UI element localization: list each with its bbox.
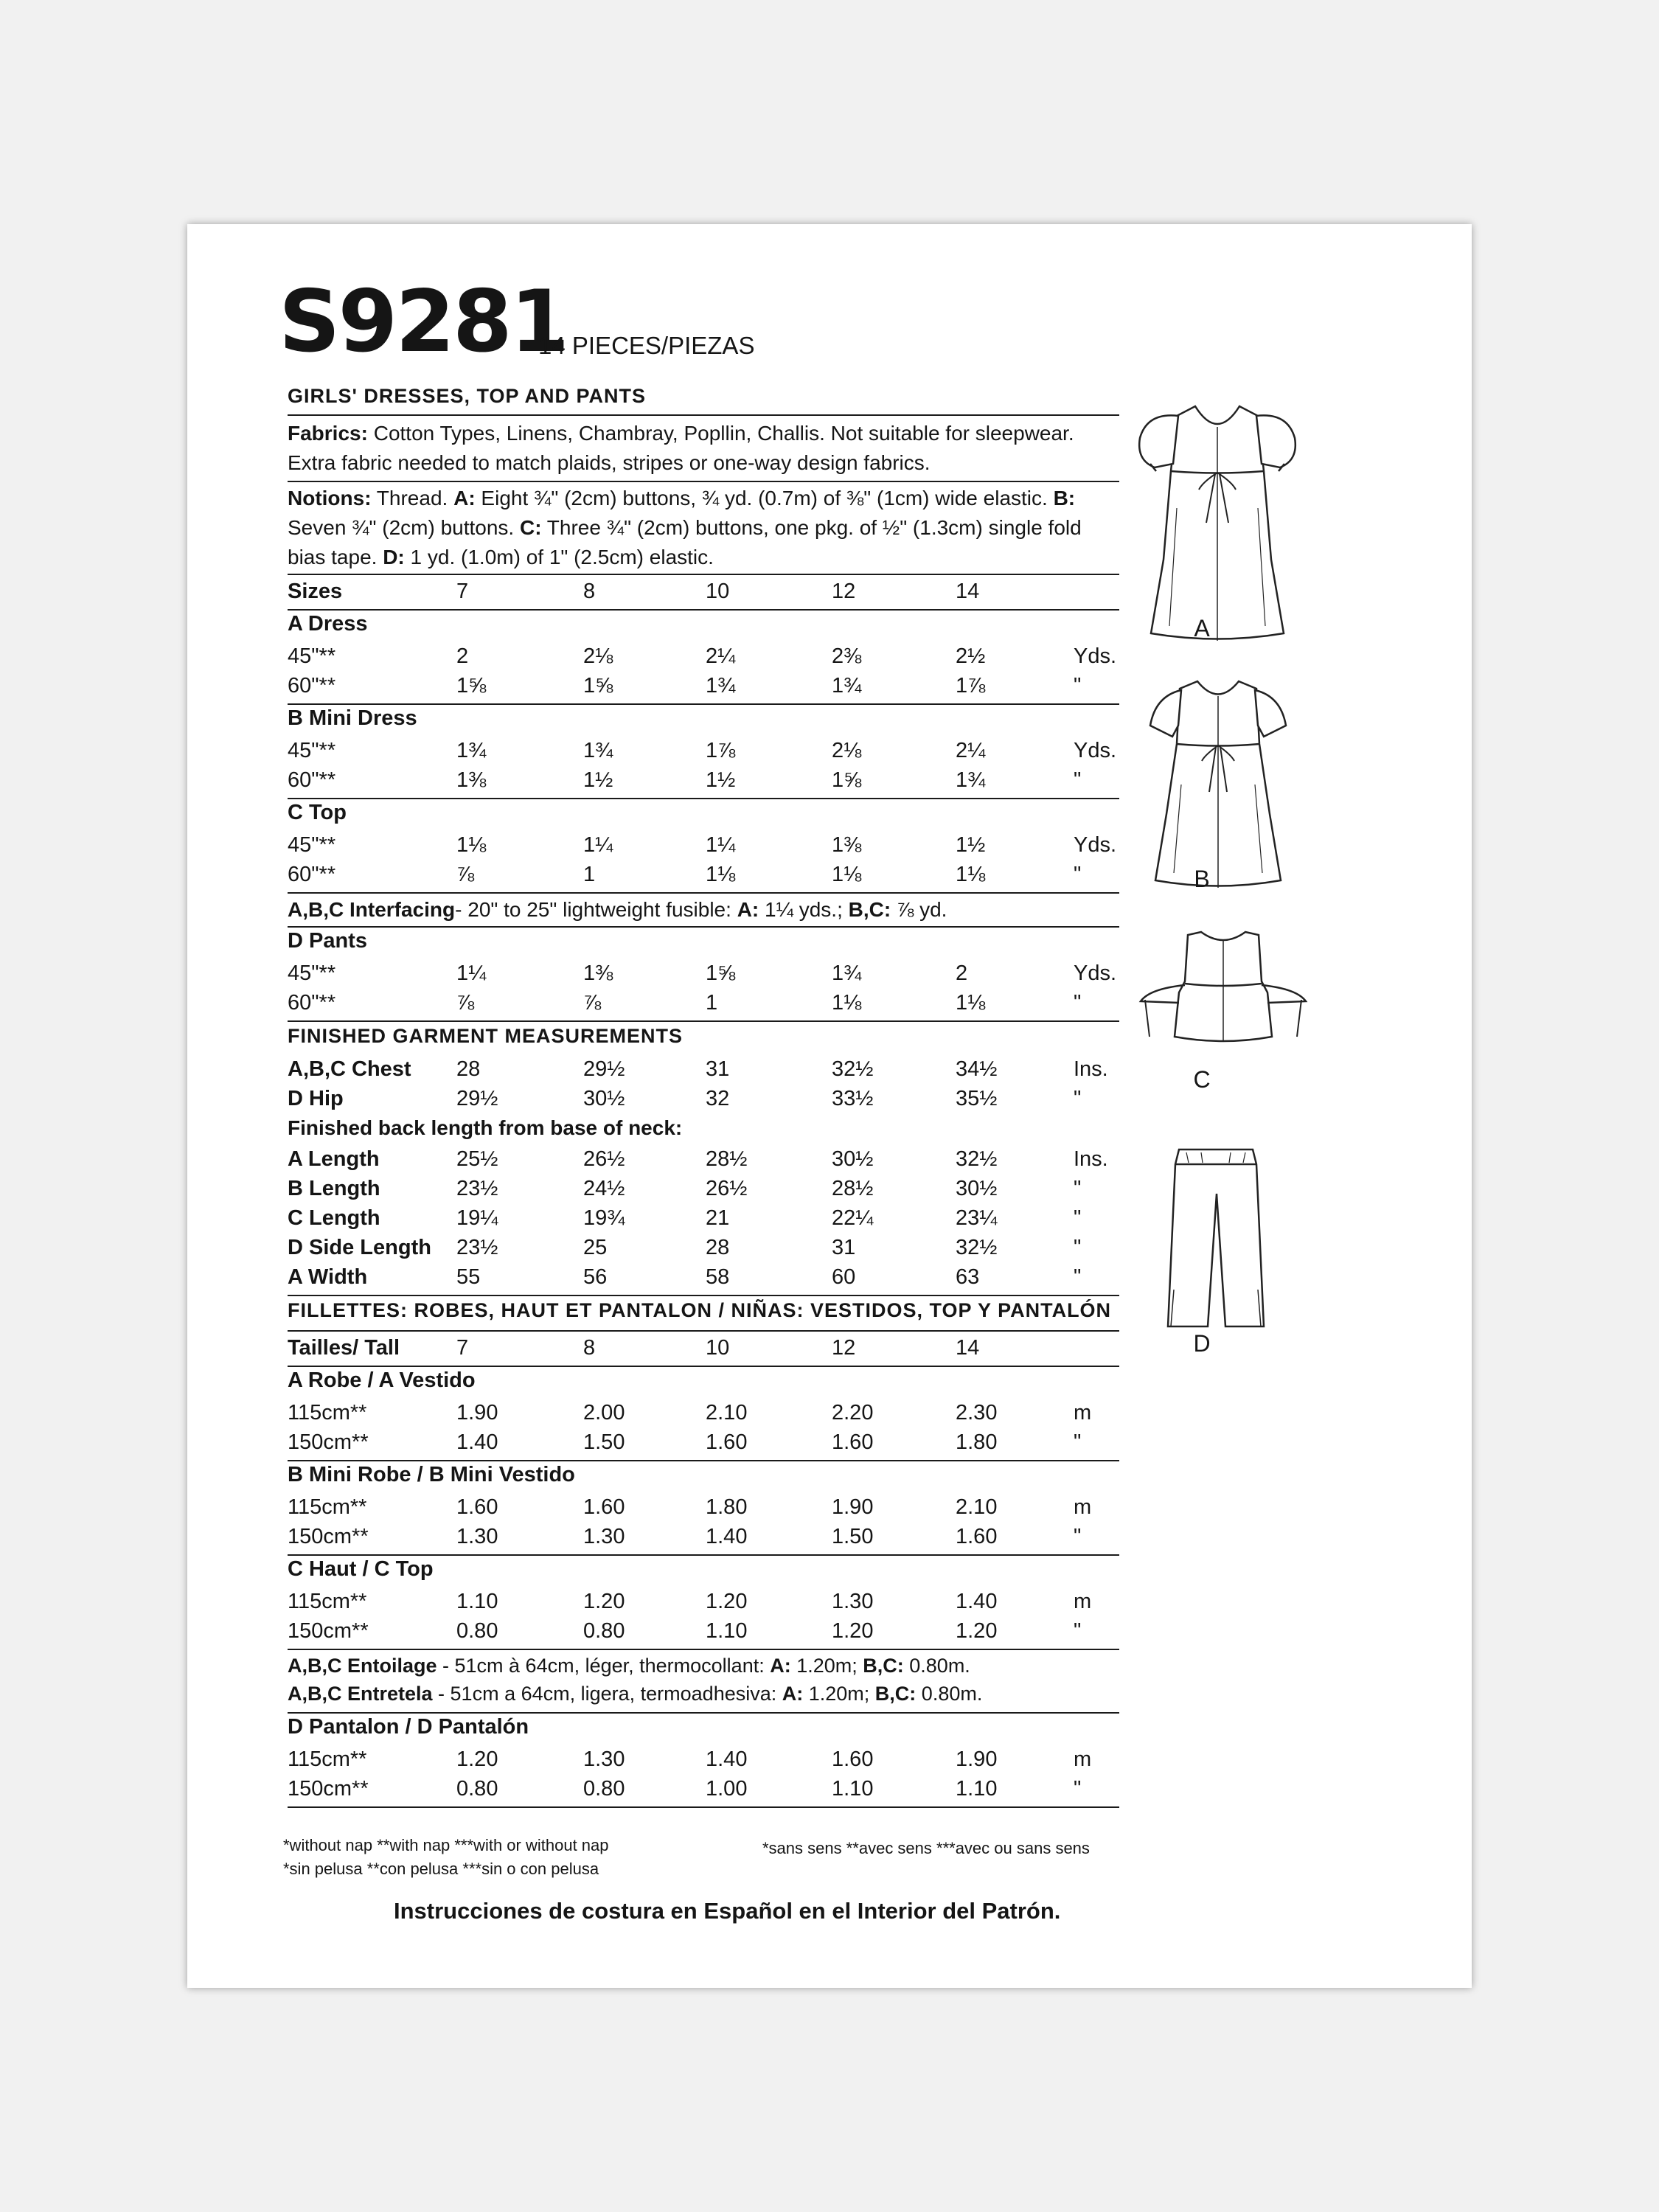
table-row: 115cm** 1.90 2.00 2.10 2.20 2.30 m <box>288 1401 1092 1425</box>
divider <box>288 1554 1119 1556</box>
section-title: C Haut / C Top <box>288 1557 434 1581</box>
entoilage-text: A,B,C Entoilage - 51cm à 64cm, léger, thermocollant: A: 1.20m; B,C: 0.80m. <box>288 1655 970 1677</box>
sizes-row: Tailles/ Tall 7 8 10 12 14 <box>288 1336 980 1360</box>
table-row: D Hip 29½ 30½ 32 33½ 35½ " <box>288 1087 1082 1110</box>
table-row: 60"** ⅞ 1 1⅛ 1⅛ 1⅛ " <box>288 863 1082 886</box>
divider <box>288 1295 1119 1296</box>
notions-text: Notions: Thread. A: Eight ¾" (2cm) buttons, ¾ yd. (0.7m) of ⅜" (1cm) wide elastic. B: Seven ¾" (2cm) buttons. C: Three ¾" (2cm) buttons, one pkg. of ½" (1.3cm) single fold bias tape. D: 1 yd. (1.0m) of 1" (2.5cm) elastic. <box>288 487 1082 568</box>
table-row: D Side Length 23½ 25 28 31 32½ " <box>288 1236 1082 1259</box>
table-row: A Length 25½ 26½ 28½ 30½ 32½ Ins. <box>288 1147 1108 1171</box>
divider <box>288 1020 1119 1022</box>
section-title: A Dress <box>288 612 368 636</box>
table-row: 45"** 2 2⅛ 2¼ 2⅜ 2½ Yds. <box>288 644 1117 668</box>
divider <box>288 798 1119 799</box>
divider <box>288 1712 1119 1714</box>
sizes-row: Sizes 7 8 10 12 14 <box>288 580 980 603</box>
pieces-count: 14 PIECES/PIEZAS <box>538 332 755 359</box>
table-row: B Length 23½ 24½ 26½ 28½ 30½ " <box>288 1177 1082 1200</box>
spanish-instructions-note: Instrucciones de costura en Español en el Interior del Patrón. <box>394 1898 1061 1924</box>
table-row: 60"** ⅞ ⅞ 1 1⅛ 1⅛ " <box>288 991 1082 1015</box>
view-b-illustration <box>1144 674 1292 895</box>
fabrics-text: Fabrics: Cotton Types, Linens, Chambray, Popllin, Challis. Not suitable for sleepwear. Extra fabric needed to match plaids, stripes or one-way design fabrics. <box>288 422 1074 474</box>
pattern-envelope-back <box>187 224 1472 1988</box>
table-row: 150cm** 1.30 1.30 1.40 1.50 1.60 " <box>288 1525 1082 1548</box>
view-label-b: B <box>1194 866 1210 892</box>
section-title: D Pantalon / D Pantalón <box>288 1715 529 1739</box>
section-title: B Mini Dress <box>288 706 417 730</box>
footnote-english: *without nap **with nap ***with or without nap <box>283 1836 609 1854</box>
divider <box>288 892 1119 894</box>
interfacing-text: A,B,C Interfacing- 20" to 25" lightweight fusible: A: 1¼ yds.; B,C: ⅞ yd. <box>288 898 947 921</box>
table-row: 115cm** 1.20 1.30 1.40 1.60 1.90 m <box>288 1747 1092 1771</box>
divider <box>288 703 1119 705</box>
view-a-illustration <box>1133 397 1302 648</box>
table-row: 150cm** 0.80 0.80 1.10 1.20 1.20 " <box>288 1619 1082 1643</box>
divider <box>288 926 1119 928</box>
table-row: 115cm** 1.10 1.20 1.20 1.30 1.40 m <box>288 1590 1092 1613</box>
divider <box>288 1366 1119 1367</box>
divider <box>288 609 1119 611</box>
divider <box>288 1330 1119 1332</box>
table-row: 150cm** 1.40 1.50 1.60 1.60 1.80 " <box>288 1430 1082 1454</box>
divider <box>288 481 1119 482</box>
view-c-illustration <box>1135 926 1312 1059</box>
table-row: C Length 19¼ 19¾ 21 22¼ 23¼ " <box>288 1206 1082 1230</box>
pattern-title: GIRLS' DRESSES, TOP AND PANTS <box>288 385 646 407</box>
divider <box>288 1460 1119 1461</box>
table-row: 60"** 1⅝ 1⅝ 1¾ 1¾ 1⅞ " <box>288 674 1082 698</box>
section-title: C Top <box>288 801 347 824</box>
table-row: 115cm** 1.60 1.60 1.80 1.90 2.10 m <box>288 1495 1092 1519</box>
view-label-a: A <box>1194 615 1210 641</box>
section-title: FINISHED GARMENT MEASUREMENTS <box>288 1025 684 1047</box>
view-d-illustration <box>1161 1142 1271 1334</box>
divider <box>288 574 1119 575</box>
divider <box>288 414 1119 416</box>
footnote-french: *sans sens **avec sens ***avec ou sans sens <box>762 1839 1090 1857</box>
section-title: A Robe / A Vestido <box>288 1368 476 1392</box>
pattern-number: S9281 <box>279 272 568 372</box>
entretela-text: A,B,C Entretela - 51cm a 64cm, ligera, termoadhesiva: A: 1.20m; B,C: 0.80m. <box>288 1683 983 1705</box>
view-label-c: C <box>1193 1066 1211 1093</box>
section-title: D Pants <box>288 929 367 953</box>
divider <box>288 1649 1119 1650</box>
metric-title: FILLETTES: ROBES, HAUT ET PANTALON / NIÑAS: VESTIDOS, TOP Y PANTALÓN <box>288 1299 1112 1321</box>
view-label-d: D <box>1193 1330 1211 1357</box>
table-row: A,B,C Chest 28 29½ 31 32½ 34½ Ins. <box>288 1057 1108 1081</box>
table-row: A Width 55 56 58 60 63 " <box>288 1265 1082 1289</box>
table-row: 45"** 1¼ 1⅜ 1⅝ 1¾ 2 Yds. <box>288 961 1117 985</box>
table-row: 60"** 1⅜ 1½ 1½ 1⅝ 1¾ " <box>288 768 1082 792</box>
section-subtitle: Finished back length from base of neck: <box>288 1116 683 1139</box>
section-title: B Mini Robe / B Mini Vestido <box>288 1463 575 1486</box>
divider <box>288 1806 1119 1808</box>
table-row: 150cm** 0.80 0.80 1.00 1.10 1.10 " <box>288 1777 1082 1801</box>
table-row: 45"** 1⅛ 1¼ 1¼ 1⅜ 1½ Yds. <box>288 833 1117 857</box>
table-row: 45"** 1¾ 1¾ 1⅞ 2⅛ 2¼ Yds. <box>288 739 1117 762</box>
footnote-spanish: *sin pelusa **con pelusa ***sin o con pelusa <box>283 1860 599 1878</box>
